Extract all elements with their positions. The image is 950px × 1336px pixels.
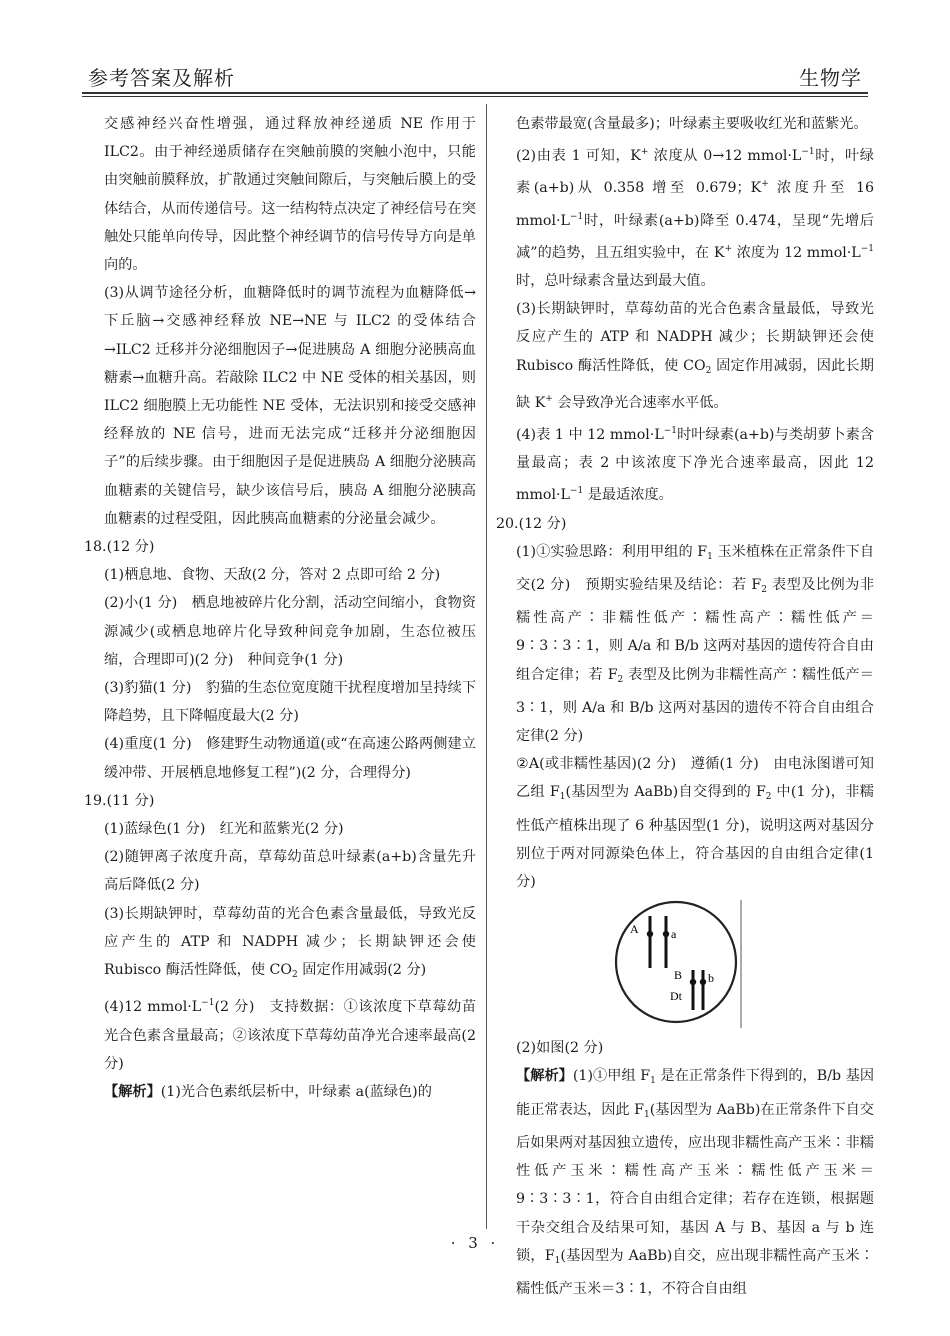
centromere (663, 931, 669, 937)
centromere (700, 979, 706, 985)
answer-item: (2)随钾离子浓度升高，草莓幼苗总叶绿素(a+b)含量先升高后降低(2 分) (104, 849, 476, 894)
page-header (82, 54, 868, 94)
paragraph: (3)长期缺钾时，草莓幼苗的光合色素含量最低，导致光反应产生的 ATP 和 NADPH 减少；长期缺钾还会使 Rubisco 酶活性降低，使 $CO_2$ 固定作用减弱，因此长期缺 K+ 会导致净光合速率水平低。 (516, 301, 874, 411)
column-divider (486, 104, 487, 1229)
header-rule-thin (82, 96, 868, 97)
answer-item: (3)长期缺钾时，草莓幼苗的光合色素含量最低，导致光反应产生的 ATP 和 NADPH 减少；长期缺钾还会使 Rubisco 酶活性降低，使 $CO_2$ 固定作用减弱(2 分) (104, 905, 476, 981)
paragraph: (2)由表 1 可知，K+ 浓度从 0→12 $mmol\cdot L^{-1}$时，叶绿素(a+b)从 0.358 增至 0.679；K+ 浓度升至 16 $mmol\cdot L^{-1}$时，叶绿素(a+b)降至 0.474，呈现“先增后减”的趋势，且五组实验中，在 K+ 浓度为 12 $mmol\cdot L^{-1}$时，总叶绿素含量达到最大值。 (516, 147, 875, 290)
question-number: 18.(12 分) (84, 539, 155, 556)
header-rule (82, 92, 868, 94)
gene-label-a: a (671, 927, 677, 942)
right-column (496, 110, 874, 1303)
answer-item: (3)豹猫(1 分) 豹猫的生态位宽度随干扰程度增加呈持续下降趋势，且下降幅度最大(2 分) (104, 680, 476, 725)
answer-item: (4)重度(1 分) 修建野生动物通道(或“在高速公路两侧建立缓冲带、开展栖息地修复工程”)(2 分，合理得分) (104, 736, 476, 781)
question-number: 19.(11 分) (84, 792, 155, 809)
analysis-paragraph: 【解析】(1)①甲组 $F_1$ 是在正常条件下得到的，B/b 基因能正常表达，因此 $F_1$(基因型为 AaBb)在正常条件下自交后如果两对基因独立遗传，应出现非糯性高产玉米∶非糯性低产玉米∶糯性高产玉米∶糯性低产玉米＝9∶3∶3∶1，符合自由组合定律；若存在连锁，根据题干杂交组合及结果可知，基因 A 与 B、基因 a 与 b 连锁，$F_1$(基因型为 AaBb)自交，应出现非糯性高产玉米∶糯性低产玉米＝3∶1，不符合自由组 (516, 1068, 875, 1297)
gene-label-b: b (708, 971, 714, 986)
left-column (84, 110, 476, 1106)
paragraph: (4)表 1 中 12 $mmol\cdot L^{-1}$时叶绿素(a+b)与类胡萝卜素含量最高；表 2 中该浓度下净光合速率最高，因此 12 $mmol\cdot L^{-1}$ 是最适浓度。 (516, 426, 874, 504)
gene-label-A: A (630, 922, 639, 937)
answer-item: (2)如图(2 分) (516, 1040, 604, 1057)
analysis-paragraph: 【解析】(1)光合色素纸层析中，叶绿素 a(蓝绿色)的 (104, 1083, 432, 1100)
header-title-right: 生物学 (799, 66, 862, 90)
answer-item: (1)蓝绿色(1 分) 红光和蓝紫光(2 分) (104, 821, 344, 838)
answer-item: (4)12 $mmol\cdot L^{-1}(2$ 分) 支持数据：①该浓度下草莓幼苗光合色素含量最高；②该浓度下草莓幼苗净光合速率最高(2 分) (104, 998, 477, 1072)
question-number: 20.(12 分) (496, 515, 567, 532)
paragraph: 交感神经兴奋性增强，通过释放神经递质 NE 作用于 ILC2。由于神经递质储存在突触前膜的突触小泡中，只能由突触前膜释放，扩散通过突触间隙后，与突触后膜上的受体结合，从而传递信号。这一结构特点决定了神经信号在突触处只能单向传导，因此整个神经调节的信号传导方向是单向的。 (104, 116, 476, 274)
paragraph: (3)从调节途径分析，血糖降低时的调节流程为血糖降低→下丘脑→交感神经释放 NE→NE 与 ILC2 的受体结合→ILC2 迁移并分泌细胞因子→促进胰岛 A 细胞分泌胰高血糖素→血糖升高。若敲除 ILC2 中 NE 受体的相关基因，则 ILC2 细胞膜上无功能性 NE 受体，无法识别和接受交感神经释放的 NE 信号，进而无法完成“迁移并分泌细胞因子”的后续步骤。由于细胞因子是促进胰岛 A 细胞分泌胰高血糖素的关键信号，缺少该信号后，胰岛 A 细胞分泌胰高血糖素的过程受阻，因此胰高血糖素的分泌量会减少。 (104, 285, 476, 527)
gene-label-Dt: Dt (670, 989, 682, 1004)
cell-circle (616, 902, 736, 1022)
cell-diagram (614, 896, 744, 1032)
centromere (690, 979, 696, 985)
header-title-left: 参考答案及解析 (88, 66, 235, 90)
paragraph: 色素带最宽(含量最多)；叶绿素主要吸收红光和蓝紫光。 (516, 116, 868, 132)
page-number: · 3 · (450, 1234, 500, 1252)
answer-item: (2)小(1 分) 栖息地被碎片化分割，活动空间缩小，食物资源减少(或栖息地碎片化导致种间竞争加剧，生态位被压缩，合理即可)(2 分) 种间竞争(1 分) (104, 595, 476, 668)
centromere (647, 931, 653, 937)
answer-item: (1)①实验思路：利用甲组的 $F_1$ 玉米植株在正常条件下自交(2 分) 预期实验结果及结论：若 $F_2$ 表型及比例为非糯性高产∶非糯性低产∶糯性高产∶糯性低产＝9∶3∶3∶1，则 A/a 和 B/b 这两对基因的遗传符合自由组合定律；若 $F_2$ 表型及比例为非糯性高产∶糯性低产＝3∶1，则 A/a 和 B/b 这两对基因的遗传不符合自由组合定律(2 分) (516, 543, 875, 745)
gene-label-B: B (674, 968, 683, 983)
answer-item: ②A(或非糯性基因)(2 分) 遵循(1 分) 由电泳图谱可知乙组 $F_1$(基因型为 AaBb)自交得到的 $F_2$ 中(1 分)，非糯性低产植株出现了 6 种基因型(1 分)，说明这两对基因分别位于两对同源染色体上，符合基因的自由组合定律(1 分) (516, 756, 874, 891)
answer-item: (1)栖息地、食物、天敌(2 分，答对 2 点即可给 2 分) (104, 567, 441, 584)
chromosome-figure (496, 896, 874, 1034)
